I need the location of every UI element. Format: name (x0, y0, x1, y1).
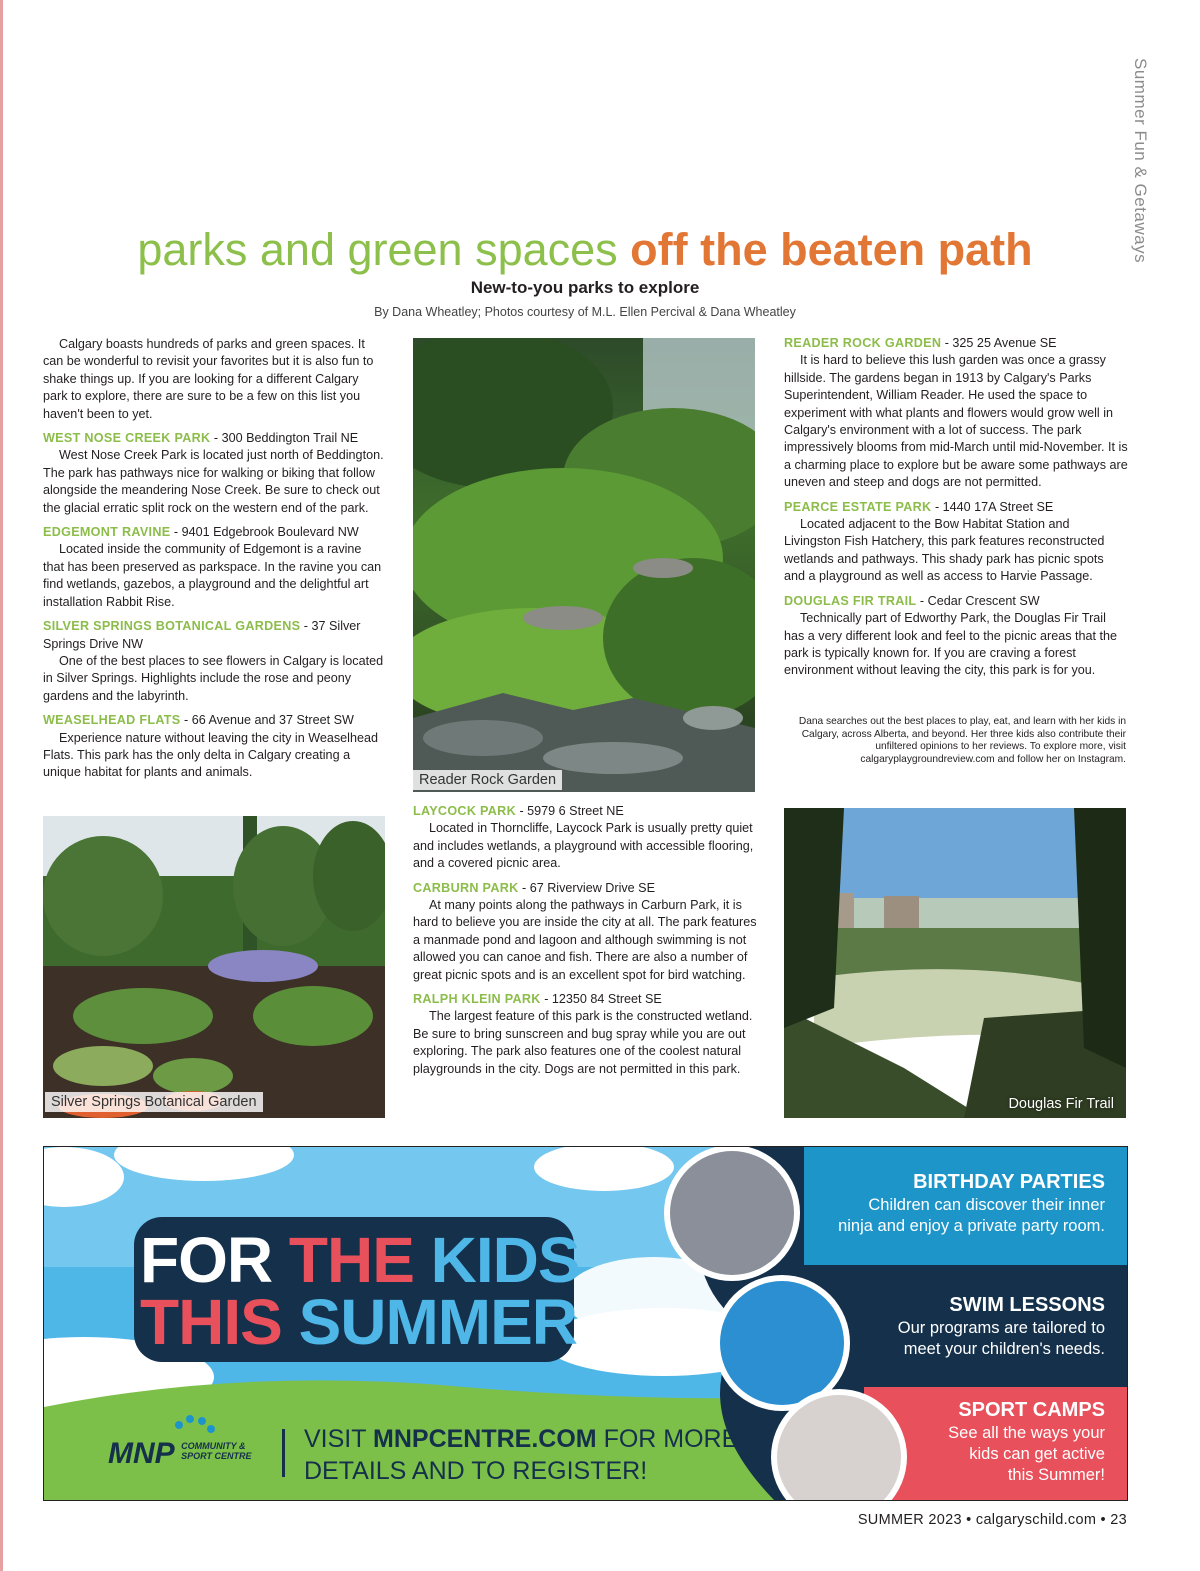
ad-row-text: kids can get active (969, 1445, 1105, 1463)
mnp-logo (108, 1437, 251, 1471)
park-description: Located in Thorncliffe, Laycock Park is usually pretty quiet and includes wetlands, a playground with accessible flooring, and a covered picnic area. (413, 821, 754, 871)
park-name: LAYCOCK PARK (413, 804, 516, 818)
ad-row-title: SWIM LESSONS (949, 1294, 1105, 1316)
photo-caption: Silver Springs Botanical Garden (45, 1092, 263, 1112)
park-address: - 1440 17A Street SE (931, 499, 1054, 514)
photo-caption: Douglas Fir Trail (1008, 1096, 1114, 1112)
ad-headline (140, 1224, 580, 1358)
visit-link[interactable]: MNPCENTRE.COM (373, 1425, 597, 1453)
park-entry (784, 335, 1128, 492)
park-entry (43, 430, 385, 517)
park-description: It is hard to believe this lush garden was once a grassy hillside. The gardens began in 1913 by Calgary's Parks Superintendent, William Reader. He used the space to experiment with what plants and flowers would grow well in Calgary's environment with a lot of success. The park impressively blooms from mid-March until mid-November. It is a charming place to explore but be aware some pathways are uneven and steep and dogs are not permitted. (784, 353, 1128, 490)
ad-row-text: meet your children's needs. (903, 1340, 1105, 1358)
ad-headline-line1 (140, 1224, 580, 1296)
park-description: Located inside the community of Edgemont is a ravine that has been preserved as parkspace. In the ravine you can find wetlands, gazebos, a playground and the delightful art installation Rabbit Rise. (43, 542, 382, 609)
side-tab-label: Summer Fun & Getaways (1131, 58, 1150, 264)
park-name: DOUGLAS FIR TRAIL (784, 593, 917, 608)
mnp-logo-wordmark: MNP (108, 1437, 175, 1470)
park-description: Experience nature without leaving the city in Weaselhead Flats. This park has the only delta in Calgary creating a unique habitat for plants and animals. (43, 730, 379, 780)
reader-rock-garden-photo (413, 338, 755, 792)
visit-pre: VISIT (304, 1425, 374, 1453)
article-subtitle: New-to-you parks to explore (470, 278, 700, 297)
park-entry (43, 618, 385, 705)
intro-paragraph: Calgary boasts hundreds of parks and green spaces. It can be wonderful to revisit your favorites but it is also fun to shake things up. If you are looking for a different Calgary park to explore, there are sure to be a few on this list you haven't been to yet. (43, 337, 374, 421)
park-name: EDGEMONT RAVINE (43, 525, 171, 540)
mnp-logo-sub1: COMMUNITY & (181, 1441, 246, 1451)
douglas-fir-trail-photo (784, 808, 1126, 1118)
author-bio: Dana searches out the best places to play, eat, and learn with her kids in Calgary, across Alberta, and beyond. Her three kids also contribute their unfiltered opinions to her reviews. To explore more, visit calgaryplaygroundreview.com and follow her on Instagram. (798, 716, 1126, 765)
park-entry (413, 991, 758, 1078)
park-name: WEASELHEAD FLATS (43, 713, 181, 728)
park-name: CARBURN PARK (413, 880, 519, 895)
mnp-advertisement (43, 1146, 1128, 1501)
park-entry (413, 880, 758, 984)
park-description: The largest feature of this park is the constructed wetland. Be sure to bring sunscreen and bug spray while you are out exploring. The park also features one of the coolest natural playgrounds in the city. Dogs are not permitted in this park. (413, 1009, 753, 1076)
ad-row-birthday (705, 1169, 1127, 1237)
park-address: - 66 Avenue and 37 Street SW (180, 713, 354, 728)
ad-headline-word: THIS (140, 1286, 299, 1358)
ad-row-title: SPORT CAMPS (958, 1399, 1105, 1421)
ad-row-title: BIRTHDAY PARTIES (913, 1171, 1105, 1193)
park-address: - 325 25 Avenue SE (941, 336, 1057, 350)
park-description: At many points along the pathways in Carburn Park, it is hard to believe you are inside the city at all. The park features a manmade pond and lagoon and although swimming is not allowed you can canoe and fish. There are also a number of great picnic spots and is an excellent spot for bird watching. (413, 898, 757, 982)
ad-headline-word: SUMMER (298, 1286, 577, 1358)
park-address: - 5979 6 Street NE (515, 804, 624, 818)
title-part-orange: off the beaten path (630, 224, 1033, 275)
park-entry (784, 593, 1128, 680)
park-address: - 37 Silver Springs Drive NW (43, 619, 361, 651)
park-entry (43, 524, 385, 611)
park-name: PEARCE ESTATE PARK (784, 499, 932, 514)
ad-row-text: Children can discover their inner (868, 1196, 1105, 1214)
park-address: - Cedar Crescent SW (916, 593, 1040, 608)
ad-headline-word: THE (288, 1224, 431, 1296)
title-part-green: parks and green spaces (137, 224, 631, 275)
mnp-logo-sub2: SPORT CENTRE (181, 1451, 252, 1461)
text-column-middle (413, 803, 758, 1078)
mnp-logo-subtitle (181, 1441, 251, 1461)
park-entry (43, 712, 385, 782)
ad-row-text: ninja and enjoy a private party room. (838, 1217, 1105, 1235)
text-column-right (784, 335, 1128, 680)
ad-row-text: this Summer! (1007, 1466, 1105, 1484)
park-address: - 67 Riverview Drive SE (518, 880, 655, 895)
park-name: SILVER SPRINGS BOTANICAL GARDENS (43, 619, 301, 634)
park-description: Located adjacent to the Bow Habitat Station and Livingston Fish Hatchery, this park features reconstructed wetlands and pathways. This shady park has picnic spots and a playground as well as access to Harvie Passage. (784, 517, 1105, 584)
article-byline: By Dana Wheatley; Photos courtesy of M.L. Ellen Percival & Dana Wheatley (374, 305, 796, 319)
ad-row-text: Our programs are tailored to (897, 1319, 1105, 1337)
park-address: - 9401 Edgebrook Boulevard NW (170, 525, 359, 540)
park-name: RALPH KLEIN PARK (413, 992, 541, 1007)
park-entry (413, 803, 758, 873)
visit-line2: DETAILS AND TO REGISTER! (304, 1457, 648, 1485)
ad-row-text: See all the ways your (948, 1424, 1105, 1442)
photo-caption: Reader Rock Garden (413, 770, 562, 790)
park-description: One of the best places to see flowers in Calgary is located in Silver Springs. Highlights include the rose and peony gardens and the labyrinth. (43, 653, 384, 703)
page-footer: SUMMER 2023 • calgaryschild.com • 23 (857, 1512, 1127, 1528)
ad-row-swim (705, 1292, 1127, 1360)
ad-headline-line2 (140, 1286, 580, 1358)
park-address: - 300 Beddington Trail NE (210, 431, 359, 446)
text-column-left (43, 336, 385, 782)
ad-row-sport (705, 1397, 1127, 1486)
park-address: - 12350 84 Street SE (540, 992, 662, 1007)
ad-headline-word: KIDS (430, 1224, 580, 1296)
park-entry (784, 499, 1128, 586)
silver-springs-photo (43, 816, 385, 1118)
ad-headline-word: FOR (140, 1224, 289, 1296)
park-name: READER ROCK GARDEN (784, 336, 942, 350)
visit-post: FOR MORE (596, 1425, 739, 1453)
park-description: Technically part of Edworthy Park, the Douglas Fir Trail has a very different look and feel to the picnic areas that the park is typically known for. If you are craving a forest environment without leaving the city, this park is for you. (784, 611, 1118, 678)
article-title (0, 222, 1170, 278)
park-name: WEST NOSE CREEK PARK (43, 431, 211, 446)
park-description: West Nose Creek Park is located just north of Beddington. The park has pathways nice for walking or biking that follow alongside the meandering Nose Creek. Be sure to check out the glacial erratic split rock on the western end of the park. (43, 448, 384, 515)
ad-visit-text (304, 1423, 738, 1487)
